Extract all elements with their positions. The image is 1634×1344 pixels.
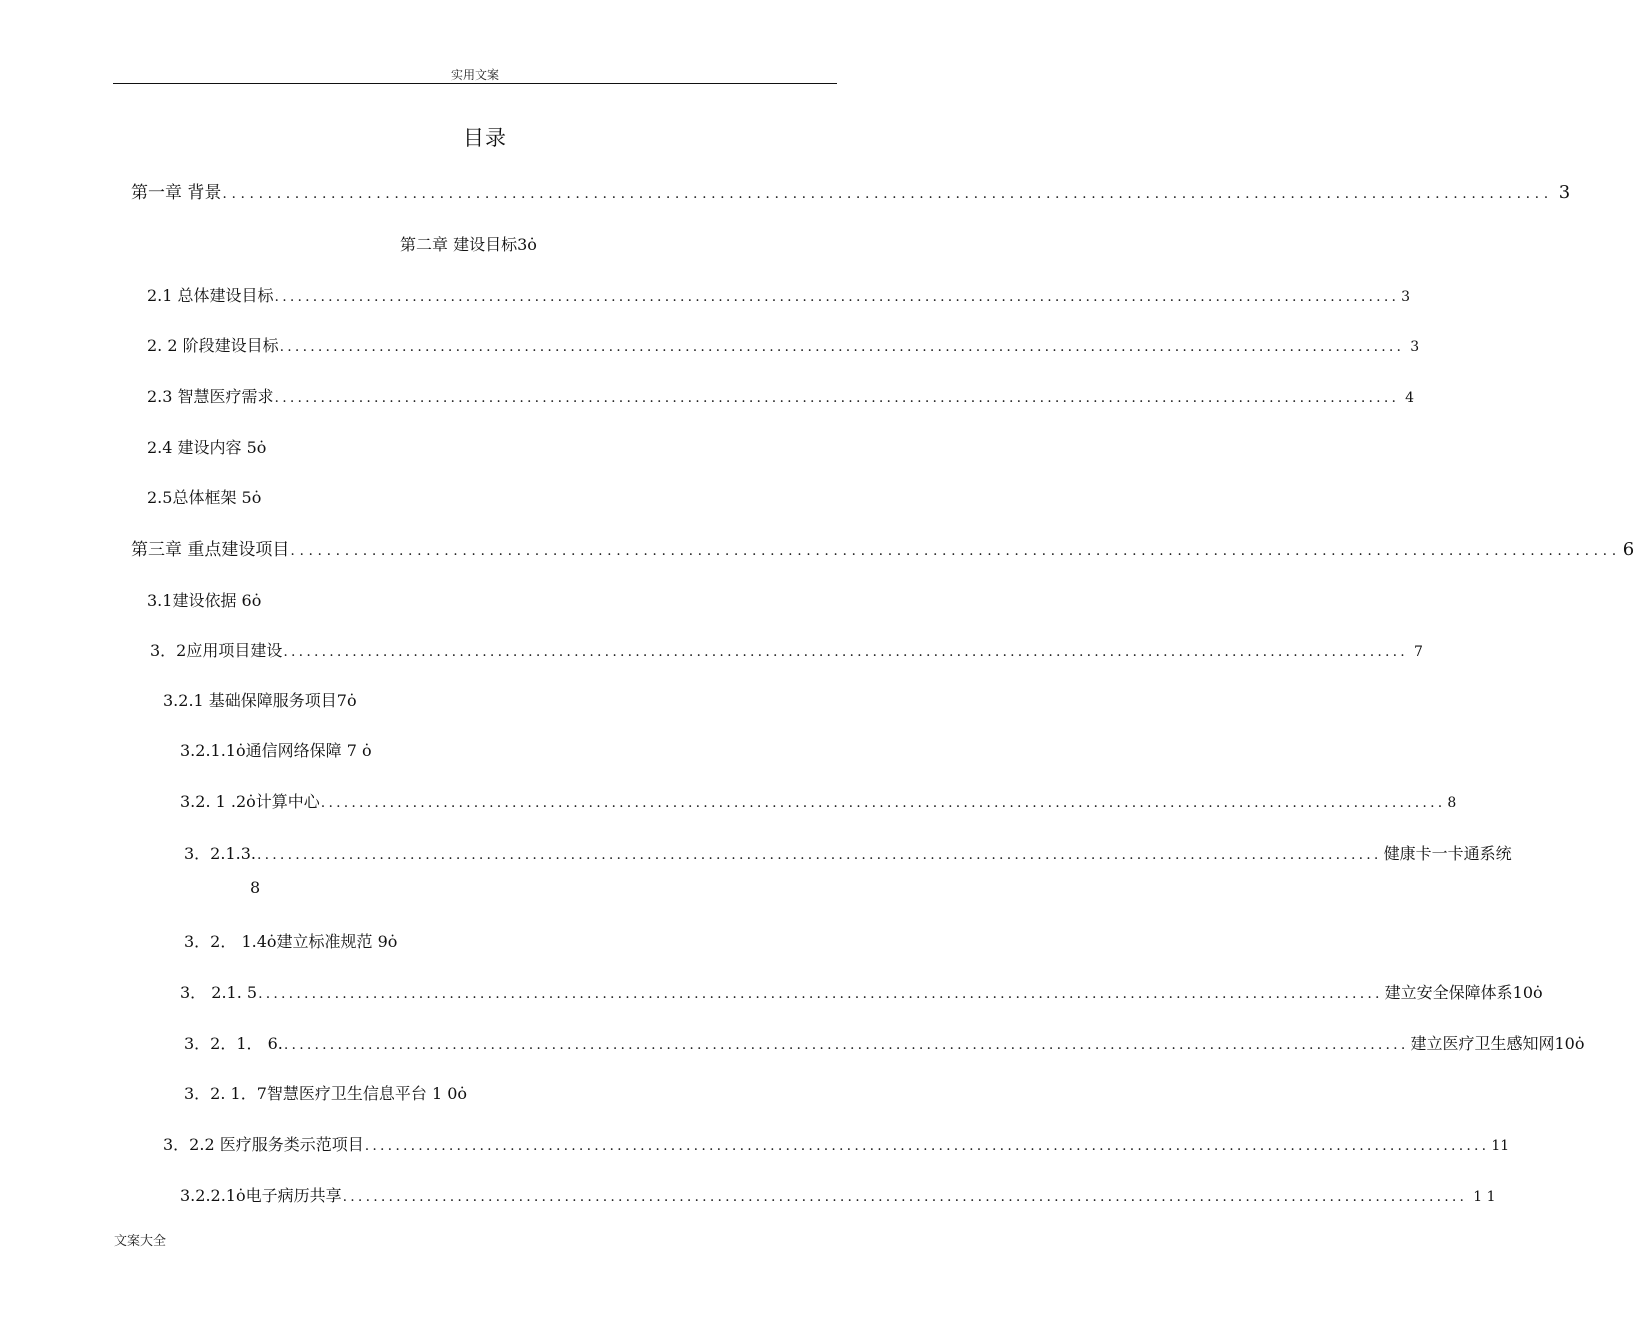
toc-entry-2-1[interactable] — [147, 283, 1411, 306]
toc-entry-3-2-1-2[interactable] — [180, 789, 1457, 812]
toc-entry-label: 第三章 重点建设项目 — [131, 540, 290, 560]
toc-entry-2-3[interactable] — [147, 384, 1415, 407]
toc-page-number: 3 — [1410, 339, 1420, 355]
toc-leader: ................................................................................................................................................... — [283, 1037, 1409, 1053]
toc-entry-text: 2.5总体框架 5ȯ — [147, 488, 262, 507]
toc-wrapped-page-number: 8 — [250, 878, 261, 897]
toc-page-number: 11 — [1491, 1138, 1510, 1154]
toc-entry-ch2[interactable] — [400, 232, 537, 255]
toc-entry-label: 2.1 总体建设目标 — [147, 286, 274, 305]
toc-entry-label: 3.2.2.1ȯ电子病历共享 — [180, 1186, 342, 1205]
toc-entry-text: 2.4 建设内容 5ȯ — [147, 438, 267, 457]
toc-leader: ................................................................................................................................................... — [342, 1189, 1468, 1205]
toc-entry-2-2[interactable] — [147, 333, 1420, 356]
toc-entry-text: 3.2.1 基础保障服务项目7ȯ — [163, 691, 357, 710]
toc-entry-3-2-1-7[interactable] — [184, 1081, 467, 1104]
toc-entry-label: 第一章 背景 — [131, 183, 222, 203]
toc-entry-text: 3．2． 1.4ȯ建立标准规范 9ȯ — [184, 932, 398, 951]
toc-page-number: 3 — [1401, 289, 1411, 305]
toc-leader: ................................................................................................................................................... — [320, 795, 1446, 811]
toc-leader: ................................................................................................................................................... — [290, 543, 1621, 559]
toc-entry-ch1[interactable] — [131, 178, 1571, 203]
header-rule — [113, 83, 837, 84]
toc-page-number: 建立医疗卫生感知网10ȯ — [1410, 1034, 1585, 1053]
toc-entry-label: 3.2. 1 .2ȯ计算中心 — [180, 792, 320, 811]
toc-entry-3-2-2[interactable] — [163, 1132, 1510, 1155]
toc-entry-3-2-1[interactable] — [163, 688, 357, 711]
toc-entry-3-2-1-1[interactable] — [180, 738, 372, 761]
toc-page-number: 建立安全保障体系10ȯ — [1384, 983, 1543, 1002]
toc-entry-text: 第二章 建设目标3ȯ — [400, 235, 537, 254]
toc-entry-3-1[interactable] — [147, 588, 261, 611]
toc-entry-3-2-2-1[interactable] — [180, 1183, 1496, 1206]
toc-page-number: 4 — [1405, 390, 1415, 406]
toc-leader: ................................................................................................................................................... — [274, 289, 1400, 305]
toc-page-number: 7 — [1413, 644, 1423, 660]
toc-page-number: 8 — [1447, 795, 1457, 811]
toc-entry-label: 3．2应用项目建设 — [150, 641, 283, 660]
toc-leader: ................................................................................................................................................... — [283, 644, 1408, 660]
toc-page-number: 1 1 — [1473, 1189, 1496, 1205]
toc-entry-label: 2. 2 阶段建设目标 — [147, 336, 279, 355]
toc-entry-text: 3.2.1.1ȯ通信网络保障 7 ȯ — [180, 741, 372, 760]
toc-title: 目录 — [463, 126, 507, 150]
toc-page-number: 健康卡一卡通系统 — [1383, 844, 1512, 863]
toc-leader: ................................................................................................................................................... — [274, 390, 1400, 406]
page-footer: 文案大全 — [114, 1234, 167, 1249]
toc-entry-label: 3．2.1.3. — [184, 844, 256, 863]
toc-entry-text: 3.1建设依据 6ȯ — [147, 591, 262, 610]
toc-page-number: 6 — [1622, 539, 1634, 560]
toc-leader: ................................................................................................................................................... — [364, 1138, 1490, 1154]
toc-entry-3-2-1-3[interactable] — [184, 841, 1512, 864]
toc-leader: ................................................................................................................................................... — [256, 847, 1382, 863]
toc-leader: ................................................................................................................................................... — [279, 339, 1405, 355]
toc-leader: ................................................................................................................................................... — [258, 986, 1383, 1002]
toc-page-number: 3 — [1558, 182, 1571, 203]
toc-entry-3-2-1-4[interactable] — [184, 929, 397, 952]
toc-entry-3-2[interactable] — [150, 638, 1423, 661]
toc-entry-label: 3． 2.1. 5 — [180, 983, 258, 1002]
toc-entry-2-4[interactable] — [147, 435, 266, 458]
toc-entry-3-2-1-5[interactable] — [180, 980, 1543, 1003]
toc-entry-ch3[interactable] — [131, 535, 1634, 560]
toc-entry-2-5[interactable] — [147, 485, 261, 508]
toc-entry-label: 3．2．1． 6. — [184, 1034, 283, 1053]
toc-leader: ................................................................................................................................................... — [222, 186, 1553, 202]
page-header: 实用文案 — [450, 68, 499, 82]
toc-entry-label: 3．2.2 医疗服务类示范项目 — [163, 1135, 364, 1154]
toc-entry-3-2-1-6[interactable] — [184, 1031, 1585, 1054]
toc-entry-text: 3．2. 1．7智慧医疗卫生信息平台 1 0ȯ — [184, 1084, 468, 1103]
toc-entry-label: 2.3 智慧医疗需求 — [147, 387, 274, 406]
